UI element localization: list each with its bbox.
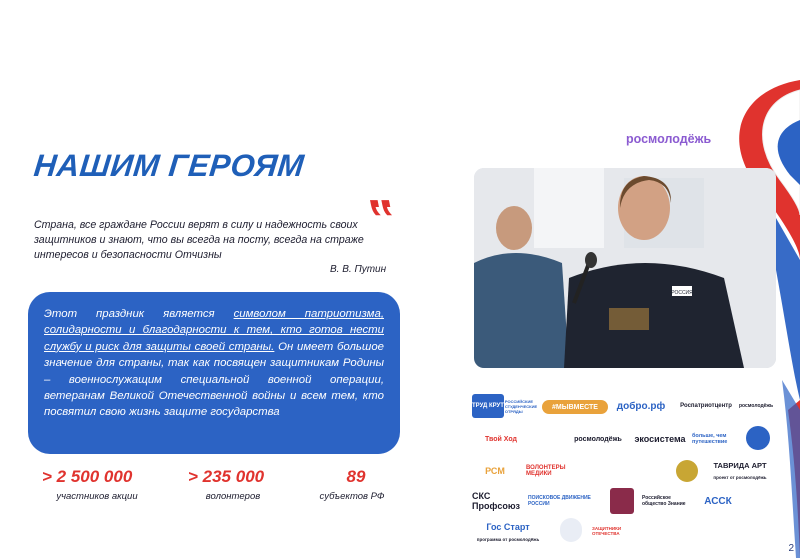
partner-logo: ТАВРИДА АРТ — [713, 460, 767, 470]
stat-label: волонтеров — [205, 491, 261, 502]
partner-logo — [746, 426, 770, 450]
partner-logo: Роспатриотцентр — [680, 403, 732, 409]
partner-logo: добро.рф — [616, 400, 666, 412]
stat-volunteers — [188, 467, 278, 502]
stat-participants — [42, 467, 152, 502]
partner-logos — [470, 390, 780, 550]
stat-value: > 2 500 000 — [42, 467, 133, 486]
partner-logo: экосистема — [634, 434, 686, 444]
stat-label: субъектов РФ — [319, 491, 385, 502]
partner-logo: ПОИСКОВОЕ ДВИЖЕНИЕ РОССИИ — [528, 495, 591, 507]
partner-logo — [560, 518, 582, 542]
stat-label: участников акции — [56, 491, 138, 502]
page-title: НАШИМ ГЕРОЯМ — [32, 148, 306, 183]
partner-logo: росмолодёжь — [574, 435, 622, 443]
quote-text: Страна, все граждане России верят в силу и надежность своих защитников и знают, что вы всегда на посту, всегда на страже интересов и безопасности Отчизны — [34, 219, 364, 261]
partner-logo: СКС Профсоюз — [472, 491, 521, 511]
photo-label: РОССИЯ — [671, 290, 693, 296]
partner-logo: РОССИЙСКИЕ СТУДЕНЧЕСКИЕ ОТРЯДЫ — [504, 398, 538, 414]
stat-regions — [312, 467, 392, 502]
partner-logo: ВОЛОНТЕРЫ МЕДИКИ — [526, 465, 566, 477]
description-highlight: символом патриотизма, солидарности и благодарности к тем, кто готов нести службу и риск для защиты своей страны. — [44, 308, 384, 353]
brand-logo: росмолодёжь — [626, 132, 712, 146]
partner-logo: программа от росмолодёжь — [476, 536, 540, 542]
quote-mark-icon: ” — [370, 189, 397, 249]
partner-logo: РСМ — [485, 466, 505, 476]
partner-logo: АССК — [704, 495, 732, 507]
quote-author: В. В. Путин — [330, 264, 387, 275]
partner-logo: Гос Старт — [486, 522, 530, 532]
stat-value: > 235 000 — [188, 467, 265, 486]
partner-logo — [610, 488, 634, 514]
partner-logo: Российское общество Знание — [642, 495, 686, 507]
partner-logo — [676, 460, 698, 482]
stat-value: 89 — [346, 467, 366, 486]
partner-logo: больше, чем путешествие — [692, 433, 728, 445]
partner-logo: ЗАЩИТНИКИ ОТЕЧЕСТВА — [592, 526, 622, 536]
partner-logo: Твой Ход — [485, 435, 517, 443]
partner-logo: ТРУД КРУТ — [472, 394, 504, 418]
partner-logo: росмолодёжь — [738, 403, 774, 409]
partner-logo: #МЫВМЕСТЕ — [542, 400, 608, 414]
page-number: 2 — [788, 543, 794, 554]
partner-logo: проект от росмолодёжь — [713, 474, 767, 480]
description-text: Этот праздник является символом патриотизма, солидарности и благодарности к тем, кто готов нести службу и риск для защиты своей страны. Он имеет большое значение для страны, так как посвящен защитникам Родины – военнослужащим специальной военной операции, ветеранам Великой Отечественной войны и всем тем, кто посвятил свою жизнь защите государства — [44, 308, 385, 419]
partner-logo — [610, 460, 680, 482]
officers-photo — [474, 168, 776, 368]
